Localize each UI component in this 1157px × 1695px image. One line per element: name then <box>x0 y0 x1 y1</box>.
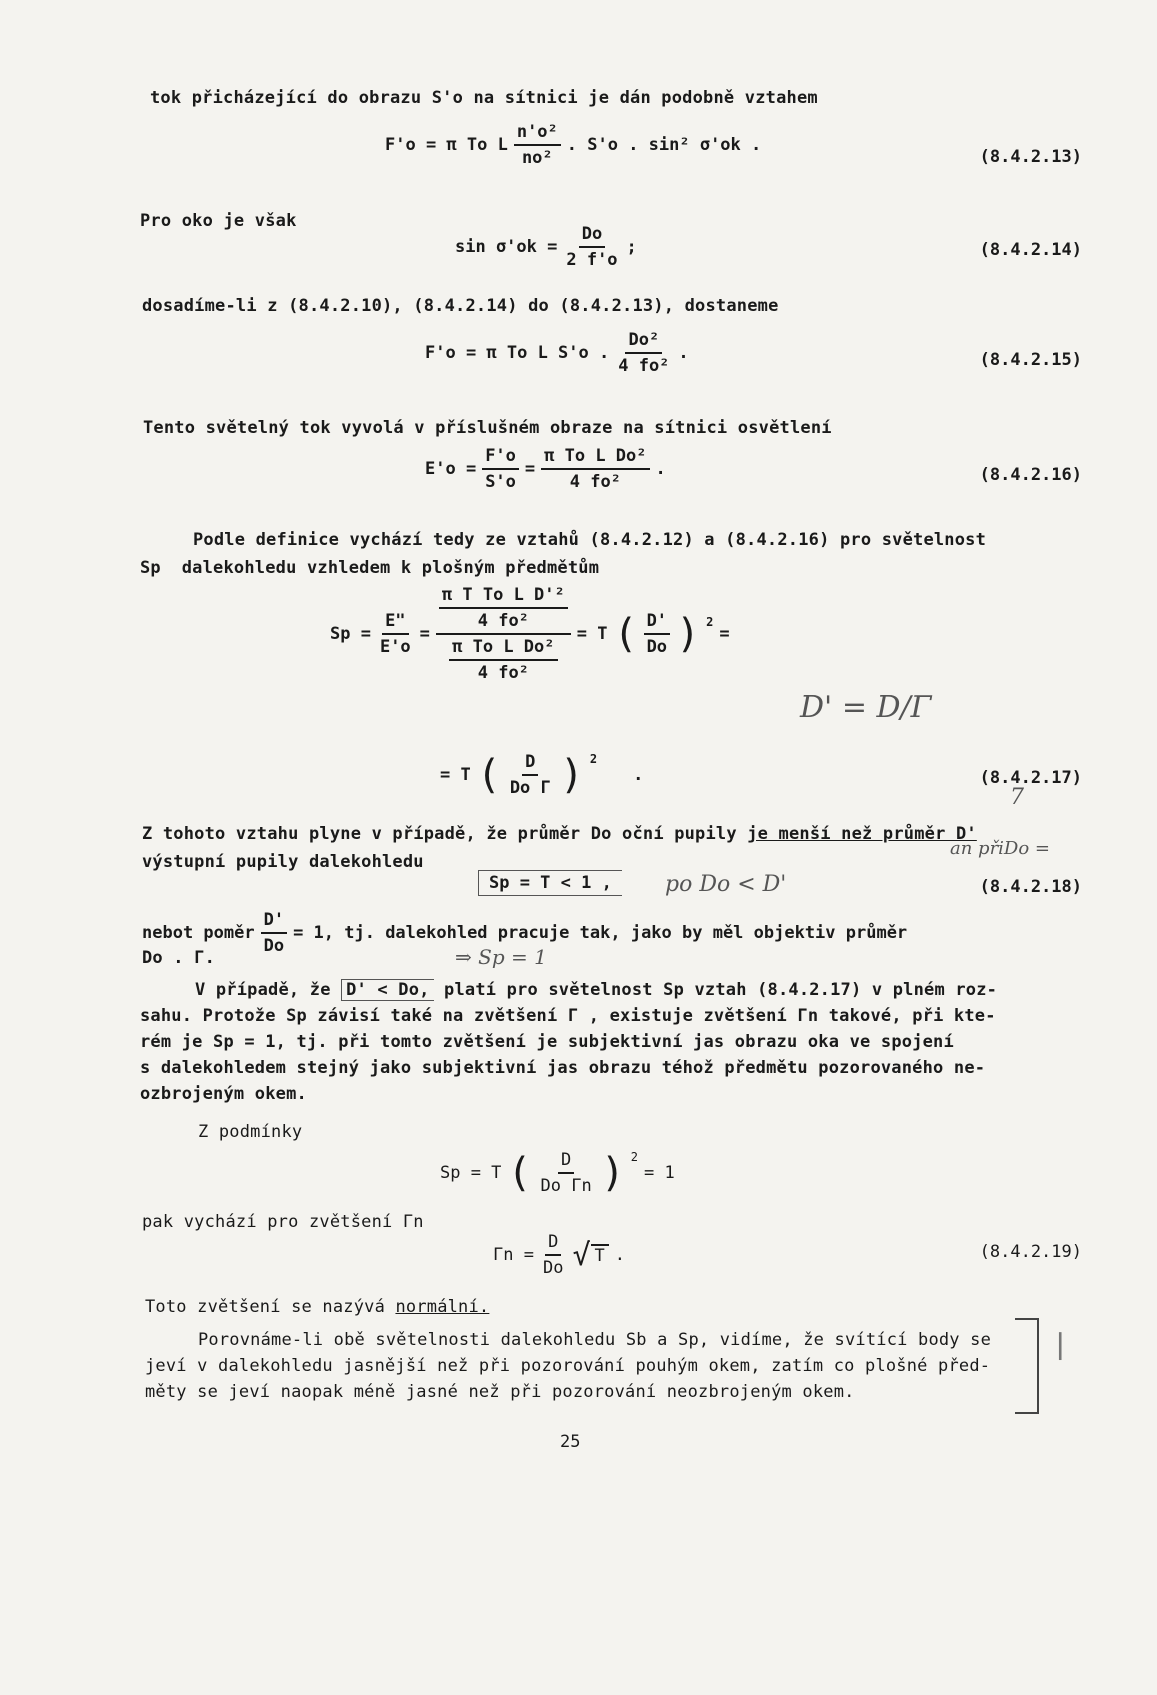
text-line: výstupní pupily dalekohledu <box>142 852 424 872</box>
text-line: Pro oko je však <box>140 211 297 231</box>
denominator: E'o <box>379 637 411 657</box>
fraction <box>261 910 287 956</box>
fraction <box>482 446 519 492</box>
equation-number: (8.4.2.19) <box>979 1242 1082 1262</box>
denominator: 4 fo² <box>477 663 529 683</box>
text-span: = 1, tj. při tomto zvětšení je subjektivní jas obrazu oka ve spojení <box>244 1032 954 1052</box>
denominator: 4 fo² <box>569 472 621 492</box>
equation-number: (8.4.2.14) <box>979 240 1082 260</box>
right-paren: ) <box>676 611 701 657</box>
fraction <box>615 330 672 376</box>
margin-bracket <box>1015 1318 1039 1414</box>
left-paren: ( <box>476 752 501 798</box>
text-line: pak vychází pro zvětšení Γn <box>142 1212 424 1232</box>
equals-sign: = <box>524 459 536 479</box>
fraction <box>563 224 620 270</box>
handwritten-note: D' = D/Γ <box>800 690 932 725</box>
text-line: Tento světelný tok vyvolá v příslušném obraze na sítnici osvětlení <box>143 418 832 438</box>
equation-number: (8.4.2.13) <box>979 147 1082 167</box>
equation-8-4-2-19 <box>493 1232 625 1278</box>
math-symbol: Sp <box>663 980 685 1000</box>
fraction <box>541 446 649 492</box>
margin-mark: ❘ <box>1050 1325 1071 1365</box>
page-number: 25 <box>560 1432 581 1452</box>
exponent: 2 <box>706 615 714 629</box>
eq-rhs: = 1 <box>644 1163 675 1183</box>
text-line <box>140 1032 954 1052</box>
text-line: Porovnáme-li obě světelnosti dalekohledu Sb a Sp, vidíme, že svítící body se <box>198 1330 992 1350</box>
denominator: Do <box>646 637 668 657</box>
handwritten-note: po Do < D' <box>665 872 787 897</box>
denominator: 4 fo² <box>477 611 529 631</box>
eq-end: . <box>633 765 644 785</box>
boxed-condition: D' < Do, <box>341 979 433 1001</box>
text-line: Do . Γ. <box>142 948 216 968</box>
underlined-text: je menší než průměr D' <box>747 824 977 844</box>
denominator: Do <box>542 1258 564 1278</box>
text-line: Podle definice vychází tedy ze vztahů (8.4.2.12) a (8.4.2.16) pro světelnost <box>193 530 987 550</box>
denominator: Do Γ <box>509 778 551 798</box>
radical-sign: √ <box>572 1237 591 1273</box>
compound-fraction <box>436 585 571 683</box>
exponent: 2 <box>589 752 598 766</box>
eq-lhs: E'o = <box>425 459 477 479</box>
fraction <box>439 585 568 631</box>
eq-rhs: . S'o . sin² σ'ok . <box>566 135 762 155</box>
denominator: 2 f'o <box>566 250 618 270</box>
denominator: Do <box>263 936 285 956</box>
text-line <box>140 1006 996 1026</box>
text-span: oční pupily <box>622 824 737 844</box>
handwritten-note: ⇒ Sp = 1 <box>455 945 547 969</box>
numerator: π To L Do² <box>541 446 649 470</box>
text-span: nebot poměr <box>142 923 255 943</box>
text-line <box>145 1297 489 1317</box>
numerator: E" <box>382 611 408 635</box>
numerator: F'o <box>482 446 519 470</box>
text-line: dosadíme-li z (8.4.2.10), (8.4.2.14) do (8.4.2.13), dostaneme <box>142 296 779 316</box>
text-span: závisí také na zvětšení Γ , existuje zvětšení Γn takové, při kte- <box>317 1006 996 1026</box>
eq-lhs: F'o = π To L S'o . <box>425 343 610 363</box>
equals-sign: = <box>419 624 430 644</box>
fraction <box>449 637 557 683</box>
equation-8-4-2-14 <box>455 224 637 270</box>
handwritten-note: an přiDo = <box>950 838 1051 859</box>
eq-rhs: ; <box>626 237 637 257</box>
text-span: rém je <box>140 1032 203 1052</box>
equation-number: (8.4.2.15) <box>979 350 1082 370</box>
equation-8-4-2-15 <box>425 330 689 376</box>
numerator: n'o² <box>514 122 561 146</box>
equation-number: (8.4.2.16) <box>979 465 1082 485</box>
left-paren: ( <box>613 611 638 657</box>
text-span: vztah (8.4.2.17) v plném roz- <box>694 980 998 1000</box>
underlined-term: normální. <box>395 1297 490 1317</box>
numerator: D <box>545 1232 561 1256</box>
equation-condition <box>440 1150 675 1196</box>
math-symbol: Sp <box>286 1006 307 1026</box>
numerator: D' <box>644 611 670 635</box>
right-paren: ) <box>600 1150 625 1196</box>
eq-rhs: . <box>655 459 666 479</box>
equation-8-4-2-18 <box>478 870 622 896</box>
equation-number: (8.4.2.17) <box>979 768 1082 788</box>
equation-8-4-2-13 <box>385 122 761 168</box>
text-span: Toto zvětšení se nazývá <box>145 1297 386 1317</box>
eq-lhs: sin σ'ok = <box>455 237 558 257</box>
text-line: ozbrojeným okem. <box>140 1084 307 1104</box>
denominator: S'o <box>485 472 516 492</box>
right-paren: ) <box>559 752 584 798</box>
numerator: D' <box>261 910 287 934</box>
numerator: Do² <box>625 330 662 354</box>
equation-8-4-2-17 <box>330 585 730 683</box>
text-line: měty se jeví naopak méně jasné než při pozorování neozbrojeným okem. <box>145 1382 855 1402</box>
numerator: Do <box>579 224 605 248</box>
math-symbol: Do <box>590 824 612 844</box>
denominator <box>446 635 560 683</box>
text-line: jeví v dalekohledu jasnější než při pozorování pouhým okem, zatím co plošné před- <box>145 1356 991 1376</box>
text-line: s dalekohledem stejný jako subjektivní jas obrazu téhož předmětu pozorovaného ne- <box>140 1058 986 1078</box>
equation-8-4-2-17-cont <box>440 752 643 798</box>
eq-lhs: Γn = <box>493 1245 534 1265</box>
eq-lhs: = T <box>440 765 471 785</box>
fraction <box>377 611 414 657</box>
math-symbol: Sp <box>213 1032 234 1052</box>
boxed-equation: Sp = T < 1 , <box>478 870 622 896</box>
text-span: dalekohledu vzhledem k plošným předmětům <box>181 558 600 578</box>
square-root <box>572 1238 608 1273</box>
equation-8-4-2-16 <box>425 446 666 492</box>
denominator: Do Γn <box>540 1176 592 1196</box>
denominator: no² <box>521 148 553 168</box>
left-paren: ( <box>507 1150 532 1196</box>
numerator <box>436 585 571 635</box>
fraction <box>644 611 670 657</box>
eq-end: = <box>719 624 730 644</box>
text-span: Z tohoto vztahu plyne v případě, že průměr <box>142 824 581 844</box>
text-line <box>195 980 997 1000</box>
fraction <box>507 752 554 798</box>
eq-end: . <box>614 1245 625 1265</box>
numerator: π T To L D'² <box>439 585 568 609</box>
handwritten-mark: 7 <box>1010 785 1024 810</box>
eq-lhs: F'o = π To L <box>385 135 508 155</box>
exponent: 2 <box>630 1150 639 1164</box>
numerator: D <box>558 1150 574 1174</box>
equation-number: (8.4.2.18) <box>979 877 1082 897</box>
eq-mid: = T <box>576 624 608 644</box>
fraction <box>538 1150 595 1196</box>
text-line: tok přicházející do obrazu S'o na sítnici je dán podobně vztahem <box>150 88 818 108</box>
text-line: Z podmínky <box>198 1122 303 1142</box>
text-span: sahu. Protože <box>140 1006 276 1026</box>
text-span: = 1, tj. dalekohled pracuje tak, jako by měl objektiv průměr <box>293 923 908 943</box>
eq-lhs: Sp = T <box>440 1163 502 1183</box>
text-span: V případě, že <box>195 980 331 1000</box>
sp-symbol: Sp <box>140 558 161 578</box>
fraction <box>514 122 561 168</box>
text-line <box>142 824 977 844</box>
numerator: π To L Do² <box>449 637 557 661</box>
eq-rhs: . <box>678 343 689 363</box>
denominator: 4 fo² <box>618 356 670 376</box>
fraction <box>540 1232 566 1278</box>
numerator: D <box>522 752 538 776</box>
eq-lhs: Sp = <box>330 624 371 644</box>
text-line <box>140 558 599 578</box>
text-span: platí pro světelnost <box>444 980 653 1000</box>
radicand: T <box>591 1244 609 1266</box>
